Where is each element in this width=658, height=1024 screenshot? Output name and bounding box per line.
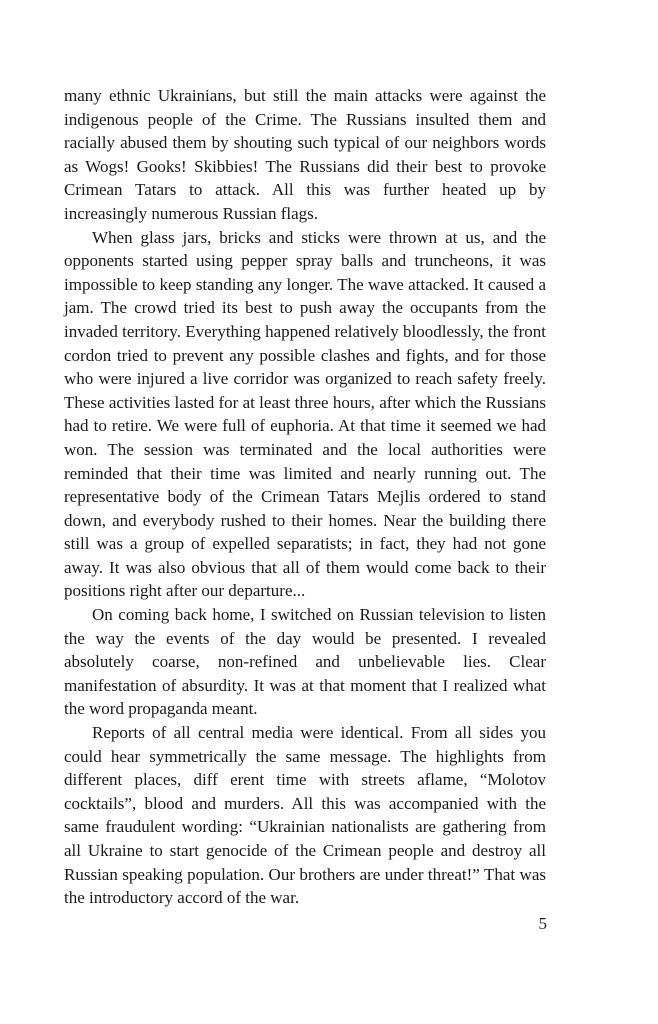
- paragraph-1: many ethnic Ukrainians, but still the main attacks were against the indigenous people of the Crime. The Russians insulted them and racially abused them by shouting such typical of our neighbors words as Wogs! Gooks! Skibbies! The Russians did their best to provoke Crimean Tatars to attack. All this was further heated up by increasingly numerous Russian flags.: [64, 86, 546, 223]
- paragraph-3: On coming back home, I switched on Russian television to listen the way the events of the day would be presented. I revealed absolutely coarse, non-refined and unbelievable lies. Clear manifestation of absurdity. It was at that moment that I realized what the word propaganda meant.: [64, 605, 546, 719]
- paragraph-4: Reports of all central media were identical. From all sides you could hear symmetrically the same message. The highlights from different places, diff erent time with streets aflame, “Molotov cocktails”, blood and murders. All this was accompanied with the same fraudulent wording: “Ukrainian nationalists are gathering from all Ukraine to start genocide of the Crimean people and destroy all Russian speaking population. Our brothers are under threat!” That was the introductory accord of the war.: [64, 723, 546, 908]
- page-number: 5: [538, 914, 547, 933]
- body-text: [64, 84, 546, 910]
- paragraph-2: When glass jars, bricks and sticks were thrown at us, and the opponents started using pepper spray balls and truncheons, it was impossible to keep standing any longer. The wave attacked. It caused a jam. The crowd tried its best to push away the occupants from the invaded territory. Everything happened relatively bloodlessly, the front cordon tried to prevent any possible clashes and fights, and for those who were injured a live corridor was organized to reach safety freely. These activities lasted for at least three hours, after which the Russians had to retire. We were full of euphoria. At that time it seemed we had won. The session was terminated and the local authorities were reminded that their time was limited and nearly running out. The representative body of the Crimean Tatars Mejlis ordered to stand down, and everybody rushed to their homes. Near the building there still was a group of expelled separatists; in fact, they had not gone away. It was also obvious that all of them would come back to their positions right after our departure...: [64, 227, 546, 601]
